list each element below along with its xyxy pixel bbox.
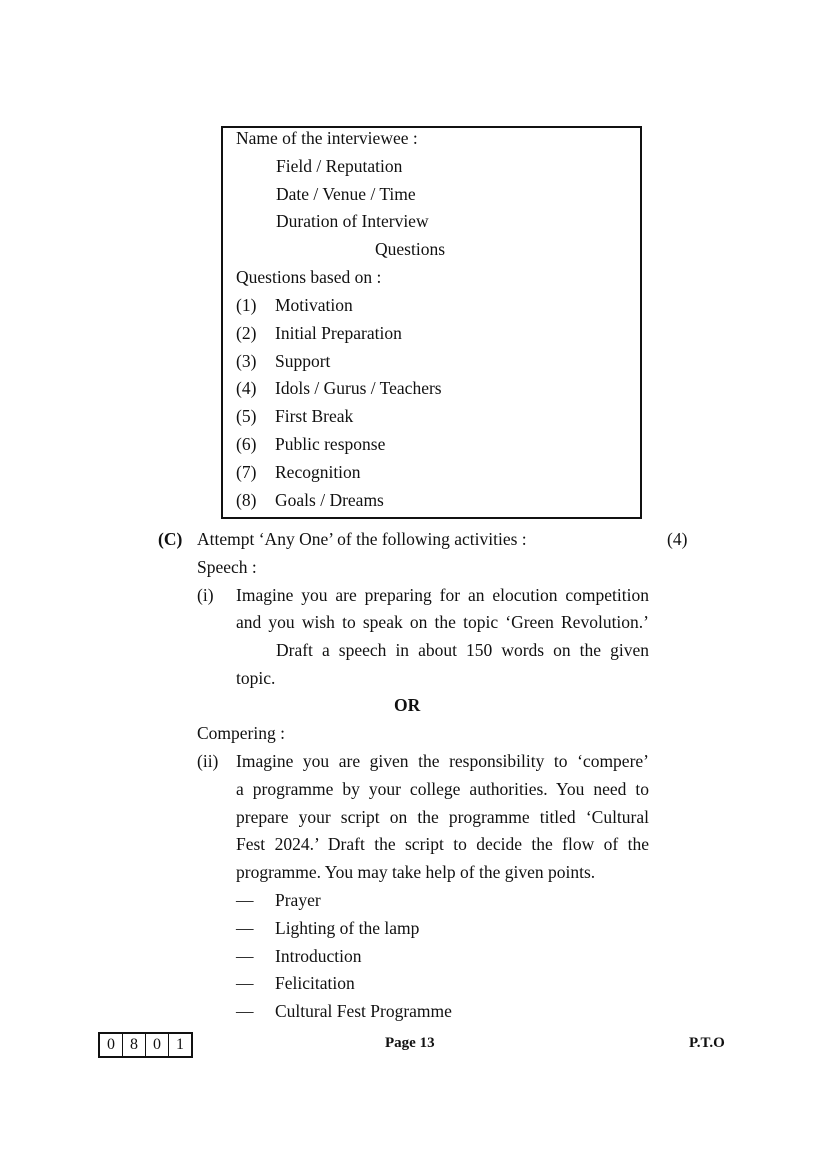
compering-line: prepare your script on the programme titled ‘Cultural <box>236 807 649 827</box>
code-digit: 1 <box>168 1034 191 1056</box>
dash-bullet: — <box>236 890 254 910</box>
question-topic: Initial Preparation <box>275 322 402 343</box>
question-number: (3) <box>236 350 257 371</box>
compering-line: Imagine you are given the responsibility to ‘compere’ <box>236 751 649 771</box>
compering-line: Fest 2024.’ Draft the script to decide the flow of the <box>236 834 649 854</box>
field-line: Date / Venue / Time <box>276 184 416 204</box>
question-number: (5) <box>236 406 257 427</box>
or-separator: OR <box>394 695 421 715</box>
programme-point: Prayer <box>275 890 321 910</box>
field-line: Duration of Interview <box>276 211 429 231</box>
question-topic: Public response <box>275 434 386 454</box>
speech-line: and you wish to speak on the topic ‘Green Revolution.’ <box>236 612 649 632</box>
code-digit: 0 <box>107 1036 115 1053</box>
code-digit: 0 <box>145 1034 168 1056</box>
compering-line: programme. You may take help of the given points. <box>236 862 596 882</box>
field-line: Field / Reputation <box>276 156 403 176</box>
compering-line: a programme by your college authorities. You need to <box>236 779 649 799</box>
compering-number: (ii) <box>197 751 219 771</box>
compering-heading: Compering : <box>197 723 285 743</box>
programme-point: Felicitation <box>275 973 355 994</box>
instruction: Attempt ‘Any One’ of the following activities : <box>197 529 527 549</box>
name-label: Name of the interviewee : <box>236 128 418 148</box>
question-number: (2) <box>236 322 257 343</box>
based-on-label: Questions based on : <box>236 267 382 287</box>
marks: (4) <box>667 529 688 549</box>
programme-point: Cultural Fest Programme <box>275 1001 452 1022</box>
question-number: (6) <box>236 434 257 454</box>
pto: P.T.O <box>689 1035 725 1051</box>
question-topic: Support <box>275 350 331 371</box>
question-topic: Goals / Dreams <box>275 489 384 510</box>
question-number: (8) <box>236 489 257 510</box>
question-topic: Motivation <box>275 295 353 315</box>
dash-bullet: — <box>236 945 254 966</box>
paper-code <box>98 1032 193 1058</box>
question-number: (1) <box>236 295 257 315</box>
speech-line: topic. <box>236 668 276 688</box>
speech-heading: Speech : <box>197 557 257 577</box>
question-number: (4) <box>236 378 257 399</box>
dash-bullet: — <box>236 917 254 938</box>
dash-bullet: — <box>236 1001 254 1022</box>
speech-line: Draft a speech in about 150 words on the given <box>276 640 649 660</box>
question-topic: Recognition <box>275 461 361 482</box>
question-topic: Idols / Gurus / Teachers <box>275 378 442 399</box>
question-topic: First Break <box>275 406 354 427</box>
dash-bullet: — <box>236 973 254 994</box>
question-number: (7) <box>236 461 257 482</box>
questions-heading: Questions <box>375 239 445 259</box>
programme-point: Introduction <box>275 945 362 966</box>
code-digit: 8 <box>122 1034 145 1056</box>
page-number: Page 13 <box>385 1035 435 1051</box>
section-label: (C) <box>158 529 183 549</box>
speech-number: (i) <box>197 585 214 605</box>
programme-point: Lighting of the lamp <box>275 917 420 938</box>
speech-line: Imagine you are preparing for an elocution competition <box>236 585 649 605</box>
